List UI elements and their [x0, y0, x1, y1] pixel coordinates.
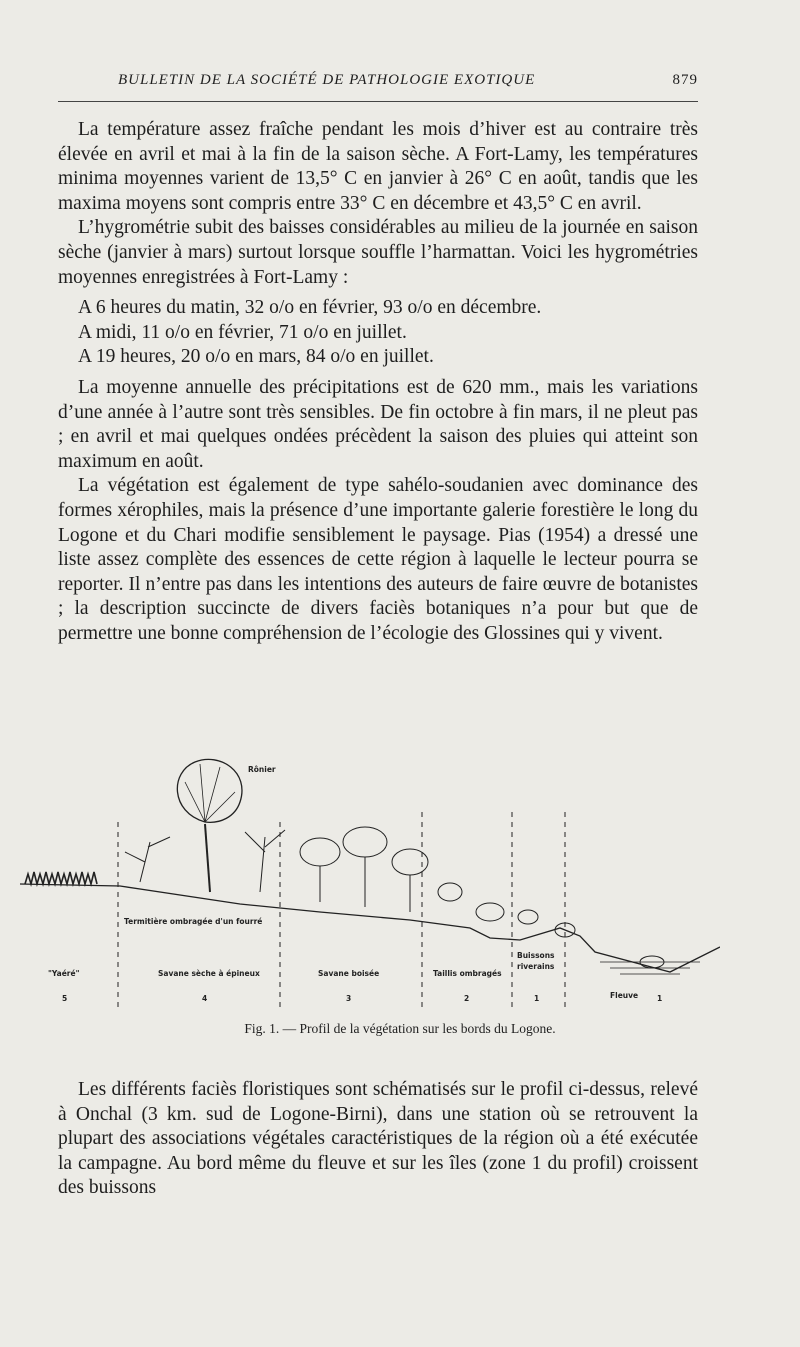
- header-rule: [58, 101, 698, 102]
- acacia-tree: [245, 830, 285, 892]
- vegetation-profile-figure: [20, 752, 720, 1022]
- zone-number: 4: [202, 994, 208, 1003]
- paragraph-hygrometry: L’hygrométrie subit des baisses considérables au milieu de la journée en saison sèche (janvier à mars) surtout lorsque souffle l’harmattan. Voici les hygrométries moyennes enregistrées à Fort-Lamy :: [58, 217, 698, 288]
- paragraph-temperature: La température assez fraîche pendant les mois d’hiver est au contraire très élevée en avril et mai à la fin de la saison sèche. A Fort-Lamy, les températures minima moyennes varient de 13,5° C en janvier à 26° C en août, tandis que les maxima moyens sont compris entre 33° C en décembre et 43,5° C en avril.: [58, 119, 698, 214]
- figure-caption: Fig. 1. — Profil de la végétation sur les bords du Logone.: [244, 1021, 556, 1036]
- paragraph-vegetation: La végétation est également de type sahélo-soudanien avec dominance des formes xérophiles, mais la présence d’une importante galerie forestière le long du Logone et du Chari modifie sensiblement le paysage. Pias (1954) a dressé une liste assez complète des essences de cette région à laquelle le lecteur pourra se reporter. Il n’entre pas dans les intentions des auteurs de faire œuvre de botanistes ; la description succincte de divers faciès botaniques n’a pour but que de permettre une bonne compréhension de l’écologie des Glossines qui y vivent.: [58, 475, 698, 644]
- ronier-palm: [177, 759, 242, 822]
- vegetation-profile-drawing: [20, 752, 720, 1022]
- zone-number: 3: [346, 994, 352, 1003]
- list-item: A midi, 11 o/o en février, 71 o/o en juillet.: [78, 321, 407, 343]
- paragraph-profile: Les différents faciès floristiques sont schématisés sur le profil ci-dessus, relevé à Onchal (3 km. sud de Logone-Birni), dans une station où se retrouvent la plupart des associations végétales caractéristiques de la région où a été exécutée la campagne. Au bord même du fleuve et sur les îles (zone 1 du profil) croissent des buissons: [58, 1079, 698, 1199]
- paragraph-precipitation: La moyenne annuelle des précipitations est de 620 mm., mais les variations d’une année à l’autre sont très sensibles. De fin octobre à fin mars, il ne pleut pas ; en avril et mai quelques ondées précèdent la saison des pluies qui atteint son maximum en août.: [58, 376, 698, 472]
- zone-number: 2: [464, 994, 470, 1003]
- text-block-top: [58, 118, 698, 646]
- label-fleuve: Fleuve: [610, 991, 639, 1000]
- label-yaere: "Yaéré": [48, 969, 80, 978]
- label-buissons: Buissons: [517, 951, 555, 960]
- label-termitiere: Termitière ombragée d'un fourré: [124, 917, 263, 926]
- zone-number: 1: [534, 994, 540, 1003]
- ground-line: [20, 884, 720, 972]
- zone-number: 1: [657, 994, 663, 1003]
- journal-title: BULLETIN DE LA SOCIÉTÉ DE PATHOLOGIE EXOTIQUE: [118, 72, 536, 88]
- zone-number: 5: [62, 994, 68, 1003]
- acacia-tree: [125, 837, 170, 882]
- list-item: A 6 heures du matin, 32 o/o en février, 93 o/o en décembre.: [78, 297, 542, 319]
- yaere-grass: [25, 872, 97, 884]
- label-taillis: Taillis ombragés: [433, 969, 502, 978]
- label-savane-boisee: Savane boisée: [318, 969, 380, 978]
- list-item: A 19 heures, 20 o/o en mars, 84 o/o en juillet.: [78, 346, 434, 368]
- label-ronier: Rônier: [248, 765, 276, 774]
- page-number: 879: [672, 72, 698, 88]
- text-block-bottom: [58, 1078, 698, 1201]
- label-riverains: riverains: [517, 962, 555, 971]
- label-savane-seche: Savane sèche à épineux: [158, 969, 260, 978]
